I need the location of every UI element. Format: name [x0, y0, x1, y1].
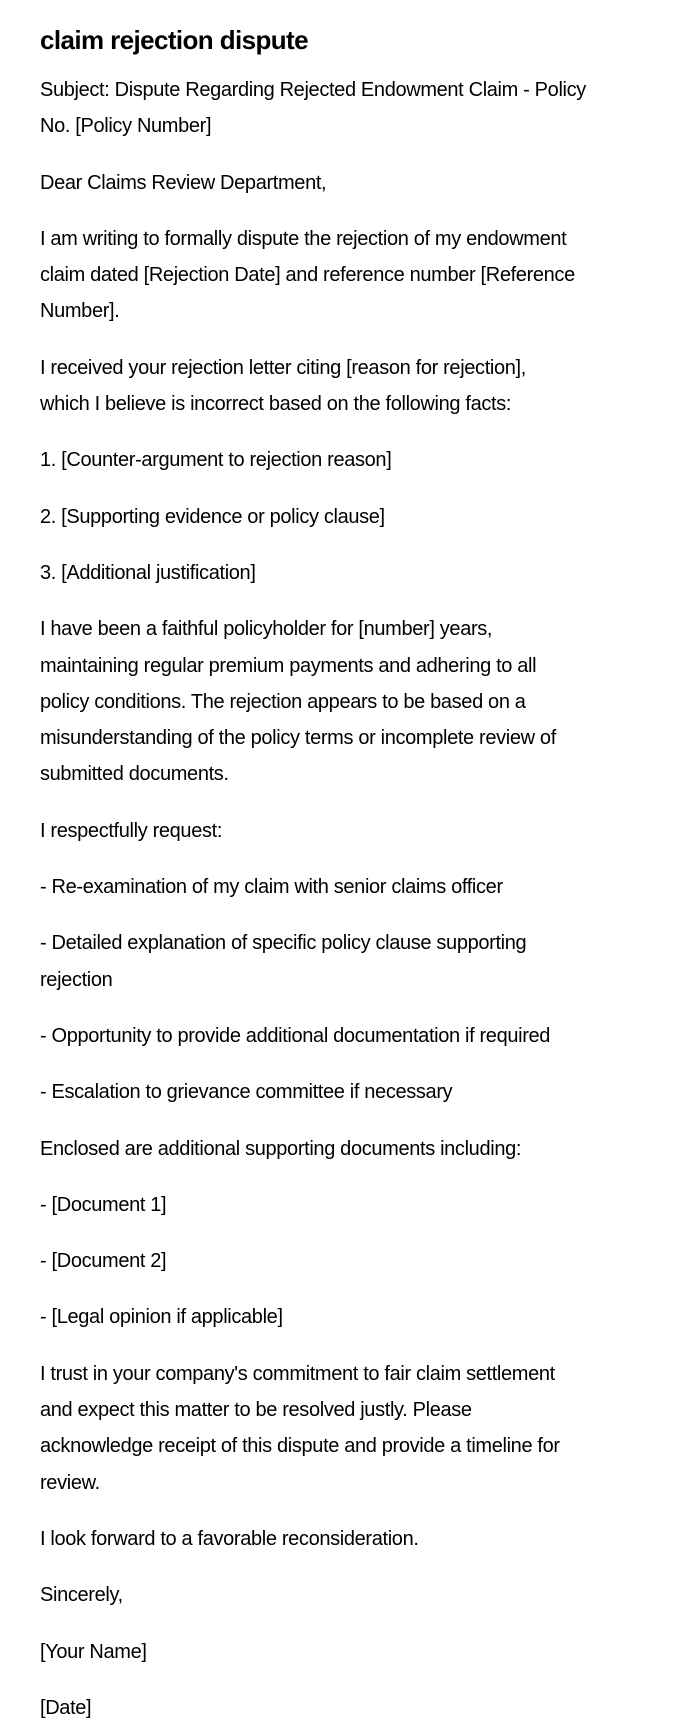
text-line: - Detailed explanation of specific policy clause supporting	[40, 932, 527, 955]
enclosures-intro	[40, 1131, 660, 1167]
look-forward-line	[40, 1521, 660, 1557]
text-line: Enclosed are additional supporting documents including:	[40, 1137, 522, 1160]
text-line: 1. [Counter-argument to rejection reason]	[40, 449, 392, 472]
document-title: claim rejection dispute	[40, 25, 308, 55]
text-line: - [Document 1]	[40, 1193, 167, 1216]
fact-item-2	[40, 499, 660, 535]
text-line: I trust in your company's commitment to fair claim settlement	[40, 1362, 555, 1385]
text-line: Subject: Dispute Regarding Rejected Endowment Claim - Policy	[40, 79, 586, 101]
text-line: and expect this matter to be resolved justly. Please	[40, 1399, 472, 1422]
text-line: submitted documents.	[40, 763, 229, 786]
text-line: 2. [Supporting evidence or policy clause]	[40, 505, 385, 528]
text-line: I look forward to a favorable reconsideration.	[40, 1527, 419, 1550]
enclosure-item-3	[40, 1299, 660, 1335]
enclosure-item-1	[40, 1187, 660, 1223]
text-line: review.	[40, 1471, 100, 1494]
text-line: maintaining regular premium payments and adhering to all	[40, 654, 537, 677]
salutation	[40, 165, 660, 201]
text-line: policy conditions. The rejection appears to be based on a	[40, 690, 526, 713]
text-line: - [Document 2]	[40, 1250, 167, 1273]
rejection-reason-paragraph	[40, 350, 660, 423]
text-line: [Your Name]	[40, 1640, 147, 1663]
text-line: - Re-examination of my claim with senior claims officer	[40, 876, 503, 899]
intro-paragraph	[40, 221, 660, 330]
text-line: No. [Policy Number]	[40, 115, 212, 138]
fact-item-1	[40, 442, 660, 478]
letter-body	[40, 72, 660, 1726]
text-line: claim dated [Rejection Date] and reference number [Reference	[40, 264, 575, 287]
request-item-2	[40, 925, 660, 998]
text-line: 3. [Additional justification]	[40, 561, 256, 584]
enclosure-item-2	[40, 1243, 660, 1279]
request-item-4	[40, 1074, 660, 1110]
text-line: Dear Claims Review Department,	[40, 171, 327, 194]
text-line: Number].	[40, 300, 120, 323]
text-line: I have been a faithful policyholder for [number] years,	[40, 618, 493, 641]
text-line: which I believe is incorrect based on the following facts:	[40, 393, 512, 416]
text-line: I am writing to formally dispute the rejection of my endowment	[40, 227, 567, 250]
text-line: misunderstanding of the policy terms or incomplete review of	[40, 727, 556, 750]
sign-off	[40, 1577, 660, 1613]
request-intro	[40, 813, 660, 849]
signature-date	[40, 1690, 660, 1726]
signature-name	[40, 1634, 660, 1670]
text-line: rejection	[40, 968, 113, 991]
fact-item-3	[40, 555, 660, 591]
text-line: [Date]	[40, 1696, 92, 1719]
text-line: acknowledge receipt of this dispute and provide a timeline for	[40, 1435, 560, 1458]
text-line: I respectfully request:	[40, 819, 223, 842]
text-line: - [Legal opinion if applicable]	[40, 1306, 283, 1329]
text-line: - Escalation to grievance committee if necessary	[40, 1081, 453, 1104]
text-line: Sincerely,	[40, 1584, 123, 1607]
policyholder-history-paragraph	[40, 611, 660, 792]
subject-line	[40, 72, 660, 145]
closing-paragraph	[40, 1356, 660, 1501]
text-line: I received your rejection letter citing [reason for rejection],	[40, 356, 526, 379]
request-item-3	[40, 1018, 660, 1054]
request-item-1	[40, 869, 660, 905]
text-line: - Opportunity to provide additional documentation if required	[40, 1024, 551, 1047]
